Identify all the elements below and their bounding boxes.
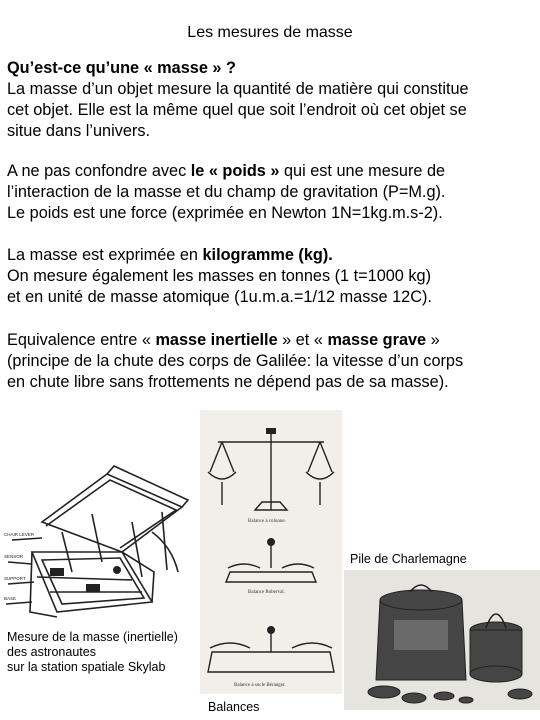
equivalence-line-1c: » et «: [277, 331, 328, 349]
skylab-caption-line-1: Mesure de la masse (inertielle): [7, 630, 178, 644]
equivalence-line-1e: »: [426, 331, 440, 349]
paragraph-weight: [7, 161, 535, 224]
units-line-3: et en unité de masse atomique (1u.m.a.=1/12 masse 12C).: [7, 288, 432, 306]
definition-line-1: La masse d’un objet mesure la quantité de matière qui constitue: [7, 80, 469, 98]
svg-text:CHAIR LEVER: CHAIR LEVER: [4, 532, 35, 537]
pile-de-charlemagne-photo: [344, 570, 540, 710]
paragraph-equivalence: [7, 330, 535, 393]
skylab-device-drawing: [2, 452, 198, 628]
equivalence-line-2: (principe de la chute des corps de Galilée: la vitesse d’un corps: [7, 352, 464, 370]
units-line-1a: La masse est exprimée en: [7, 246, 203, 264]
svg-text:Balance Roberval.: Balance Roberval.: [248, 590, 285, 595]
definition-line-2: cet objet. Elle est la même quel que soit l’endroit où cet objet se: [7, 101, 467, 119]
svg-text:SUPPORT: SUPPORT: [4, 576, 26, 581]
svg-text:Balance à socle Béranger.: Balance à socle Béranger.: [234, 683, 286, 688]
paragraph-definition: [7, 58, 535, 142]
balances-engraving: [200, 410, 342, 694]
weight-line-3: Le poids est une force (exprimée en Newton 1N=1kg.m.s-2).: [7, 204, 443, 222]
definition-line-3: situe dans l’univers.: [7, 122, 150, 140]
skylab-caption-line-2: des astronautes: [7, 645, 96, 659]
skylab-caption: [7, 630, 178, 675]
units-term: kilogramme (kg).: [202, 246, 333, 264]
inertial-mass-term: masse inertielle: [155, 331, 278, 349]
charlemagne-caption: Pile de Charlemagne: [350, 552, 467, 566]
skylab-caption-line-3: sur la station spatiale Skylab: [7, 660, 166, 674]
grave-mass-term: masse grave: [327, 331, 427, 349]
svg-text:BASE: BASE: [4, 596, 17, 601]
svg-text:Balance à colonne.: Balance à colonne.: [248, 519, 286, 524]
page-title: Les mesures de masse: [187, 24, 353, 41]
weight-line-2: l’interaction de la masse et du champ de gravitation (P=M.g).: [7, 183, 446, 201]
paragraph-units: [7, 245, 535, 308]
weight-term: le « poids »: [190, 162, 280, 180]
equivalence-line-3: en chute libre sans frottements ne dépend pas de sa masse).: [7, 373, 449, 391]
balances-caption: Balances: [208, 700, 260, 714]
definition-heading: Qu’est-ce qu’une « masse » ?: [7, 59, 236, 77]
weight-line-1c: qui est une mesure de: [279, 162, 446, 180]
svg-text:SENSOR: SENSOR: [4, 554, 24, 559]
weight-line-1a: A ne pas confondre avec: [7, 162, 191, 180]
equivalence-line-1a: Equivalence entre «: [7, 331, 156, 349]
units-line-2: On mesure également les masses en tonnes (1 t=1000 kg): [7, 267, 431, 285]
